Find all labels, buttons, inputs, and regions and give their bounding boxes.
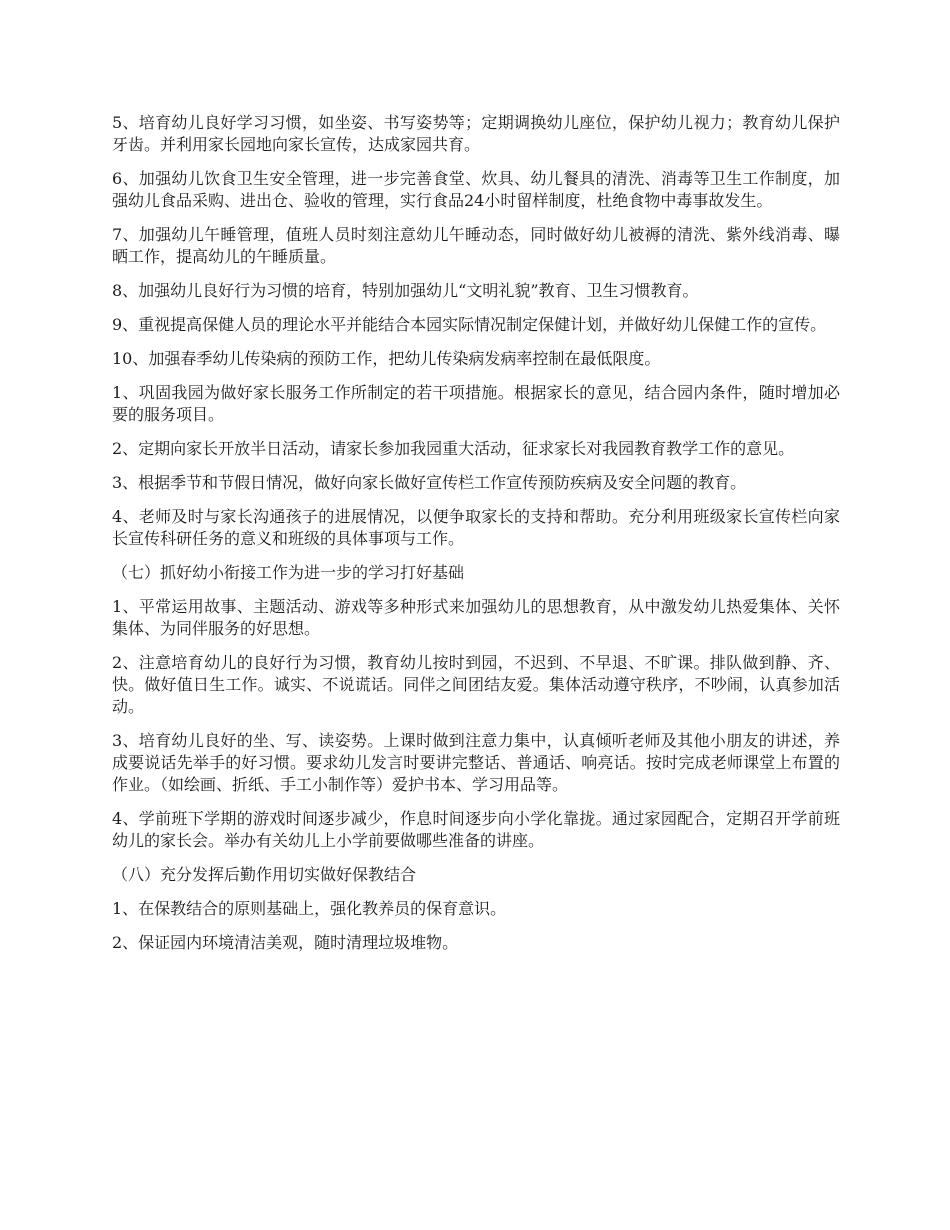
paragraph: 7、加强幼儿午睡管理，值班人员时刻注意幼儿午睡动态，同时做好幼儿被褥的清洗、紫外线消毒、曝晒工作，提高幼儿的午睡质量。: [112, 225, 840, 266]
paragraph: 4、学前班下学期的游戏时间逐步减少，作息时间逐步向小学化靠拢。通过家园配合，定期召开学前班幼儿的家长会。举办有关幼儿上小学前要做哪些准备的讲座。: [112, 809, 840, 850]
paragraph: 10、加强春季幼儿传染病的预防工作，把幼儿传染病发病率控制在最低限度。: [112, 349, 661, 368]
document-body: [112, 112, 840, 966]
paragraph: 1、平常运用故事、主题活动、游戏等多种形式来加强幼儿的思想教育，从中激发幼儿热爱集体、关怀集体、为同伴服务的好思想。: [112, 597, 840, 638]
paragraph: 4、老师及时与家长沟通孩子的进展情况，以便争取家长的支持和帮助。充分利用班级家长宣传栏向家长宣传科研任务的意义和班级的具体事项与工作。: [112, 507, 840, 548]
paragraph: 1、在保教结合的原则基础上，强化教养员的保育意识。: [112, 899, 507, 918]
paragraph: 2、保证园内环境清洁美观，随时清理垃圾堆物。: [112, 933, 459, 952]
paragraph: 6、加强幼儿饮食卫生安全管理，进一步完善食堂、炊具、幼儿餐具的清洗、消毒等卫生工作制度，加强幼儿食品采购、进出仓、验收的管理，实行食品24小时留样制度，杜绝食物中毒事故发生。: [112, 169, 840, 210]
paragraph: 1、巩固我园为做好家长服务工作所制定的若干项措施。根据家长的意见，结合园内条件，随时增加必要的服务项目。: [112, 383, 840, 424]
section-heading: （八）充分发挥后勤作用切实做好保教结合: [112, 865, 417, 884]
paragraph: 3、根据季节和节假日情况，做好向家长做好宣传栏工作宣传预防疾病及安全问题的教育。: [112, 473, 747, 492]
paragraph: 5、培育幼儿良好学习习惯，如坐姿、书写姿势等；定期调换幼儿座位，保护幼儿视力；教育幼儿保护牙齿。并利用家长园地向家长宣传，达成家园共育。: [112, 113, 840, 154]
paragraph: 8、加强幼儿良好行为习惯的培育，特别加强幼儿“文明礼貌”教育、卫生习惯教育。: [112, 281, 699, 300]
paragraph: 3、培育幼儿良好的坐、写、读姿势。上课时做到注意力集中，认真倾听老师及其他小朋友的讲述，养成要说话先举手的好习惯。要求幼儿发言时要讲完整话、普通话、响亮话。按时完成老师课堂上布置的作业。（如绘画、折纸、手工小制作等）爱护书本、学习用品等。: [112, 731, 840, 794]
paragraph: 2、注意培育幼儿的良好行为习惯，教育幼儿按时到园，不迟到、不早退、不旷课。排队做到静、齐、快。做好值日生工作。诚实、不说谎话。同伴之间团结友爱。集体活动遵守秩序，不吵闹，认真参加活动。: [112, 653, 840, 716]
paragraph: 2、定期向家长开放半日活动，请家长参加我园重大活动，征求家长对我园教育教学工作的意见。: [112, 439, 795, 458]
paragraph: 9、重视提高保健人员的理论水平并能结合本园实际情况制定保健计划，并做好幼儿保健工作的宣传。: [112, 315, 827, 334]
section-heading: （七）抓好幼小衔接工作为进一步的学习打好基础: [112, 563, 465, 582]
